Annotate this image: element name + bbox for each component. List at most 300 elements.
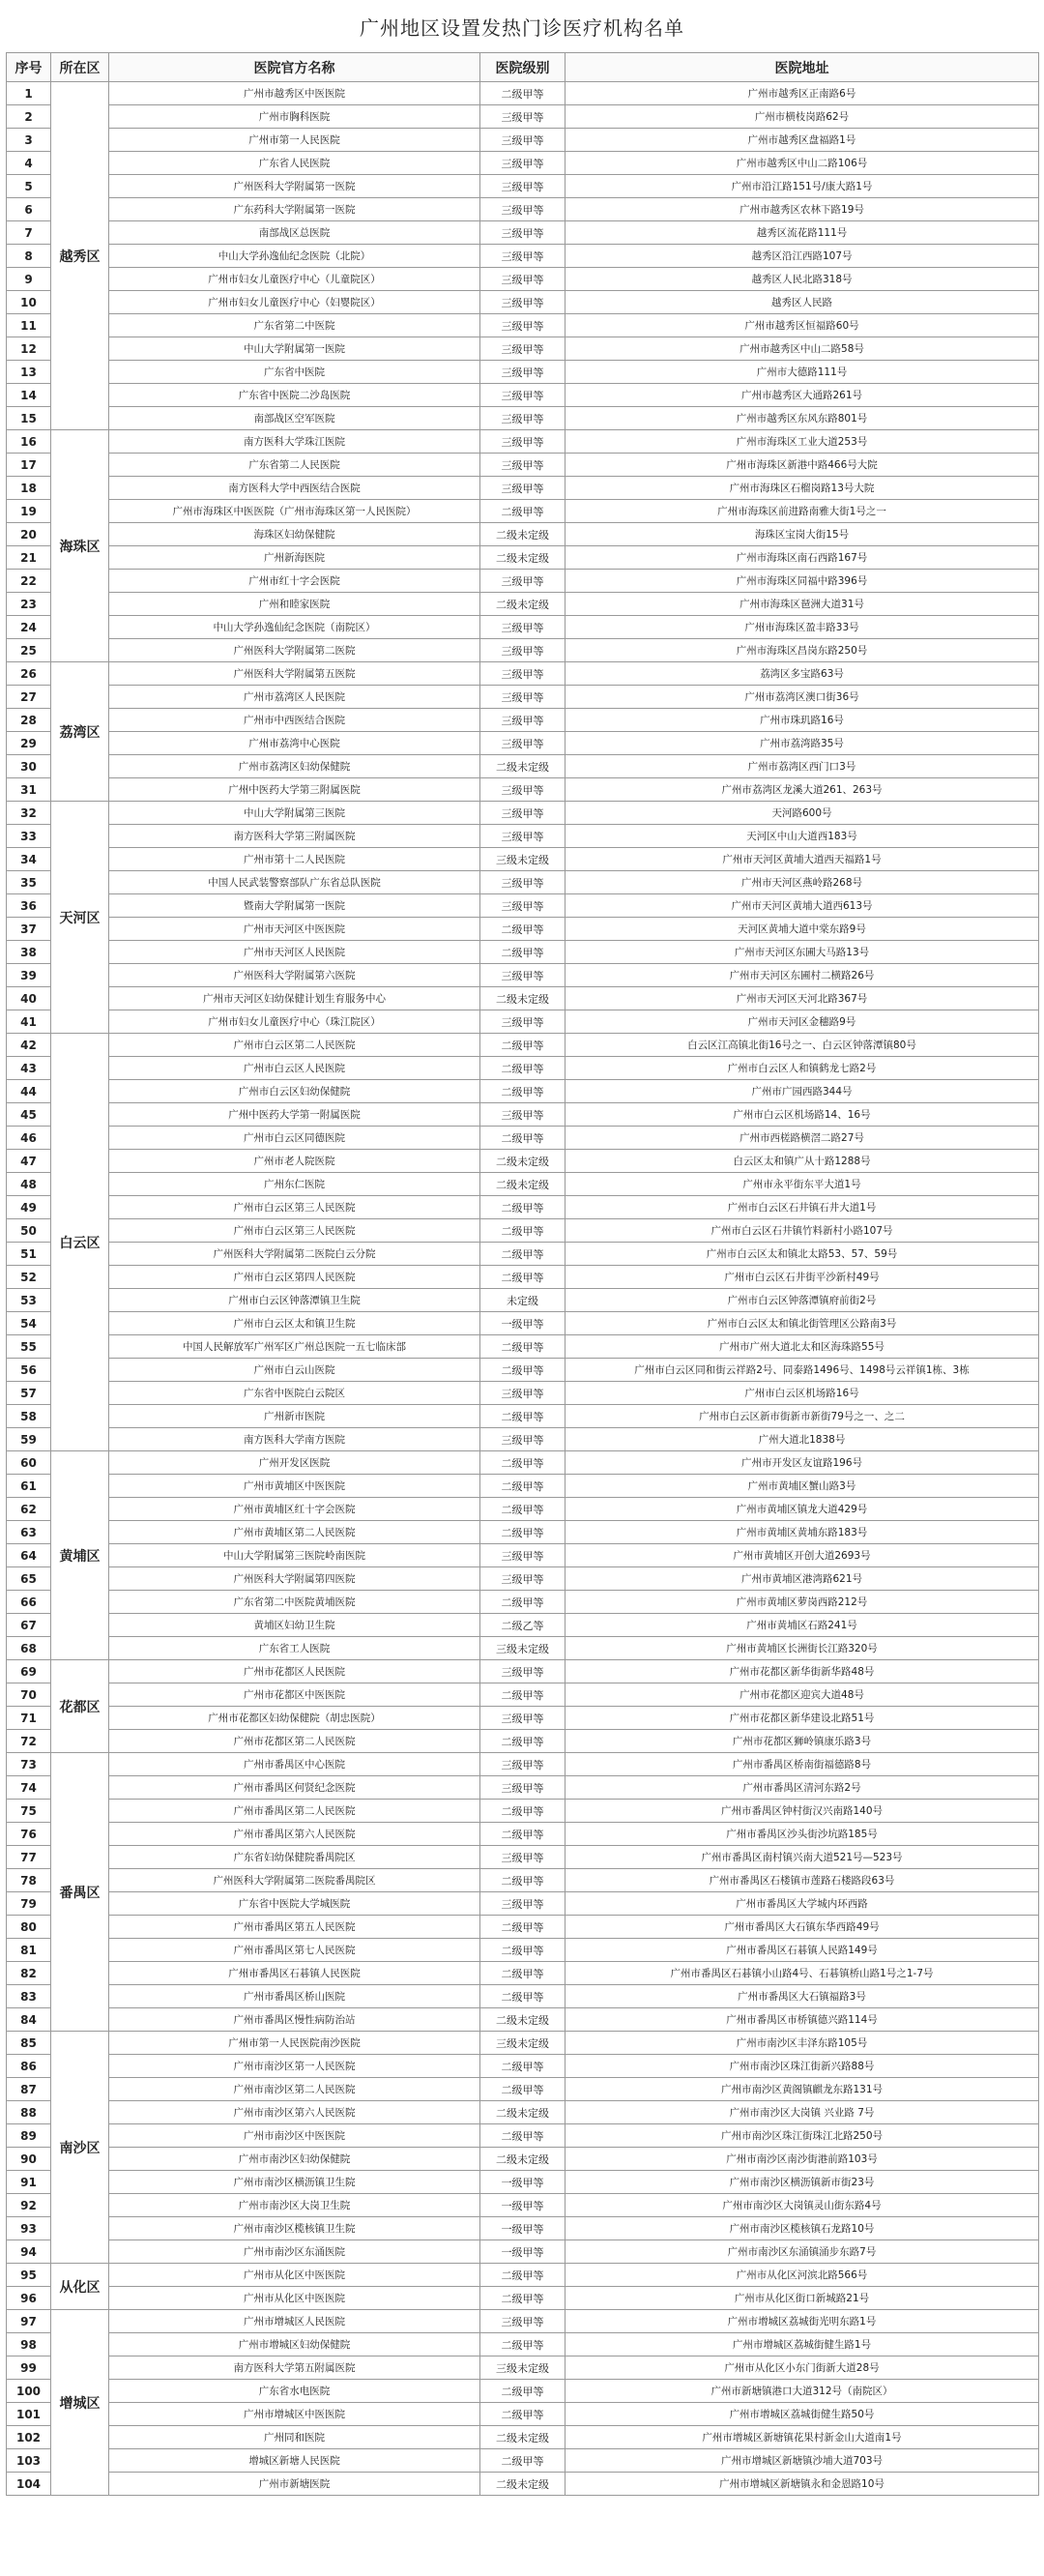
hospital-level: 三级甲等 (480, 1846, 566, 1869)
hospital-name: 广州医科大学附属第六医院 (109, 964, 480, 987)
hospital-name: 广州市花都区人民医院 (109, 1660, 480, 1683)
table-row (7, 1846, 1039, 1869)
table-row (7, 1962, 1039, 1985)
hospital-address: 广州市沿江路151号/康大路1号 (566, 175, 1039, 198)
table-row (7, 1127, 1039, 1150)
hospital-name: 广东省水电医院 (109, 2380, 480, 2403)
header-level: 医院级别 (480, 53, 566, 82)
row-index: 92 (7, 2194, 51, 2217)
hospital-level: 三级未定级 (480, 2356, 566, 2380)
hospital-name: 中山大学孙逸仙纪念医院（南院区） (109, 616, 480, 639)
hospital-address: 越秀区人民路 (566, 291, 1039, 314)
hospital-address: 广州市越秀区中山二路106号 (566, 152, 1039, 175)
hospital-address: 广州市白云区钟落潭镇府前街2号 (566, 1289, 1039, 1312)
hospital-level: 三级甲等 (480, 639, 566, 662)
row-index: 18 (7, 477, 51, 500)
hospital-level: 二级甲等 (480, 1266, 566, 1289)
hospital-address: 广州市越秀区中山二路58号 (566, 337, 1039, 361)
row-index: 96 (7, 2287, 51, 2310)
hospital-level: 三级甲等 (480, 778, 566, 802)
row-index: 8 (7, 245, 51, 268)
hospital-address: 广州市广州大道北太和区海珠路55号 (566, 1335, 1039, 1359)
hospital-name: 南方医科大学第三附属医院 (109, 825, 480, 848)
table-row (7, 198, 1039, 221)
hospital-name: 广州东仁医院 (109, 1173, 480, 1196)
header-index: 序号 (7, 53, 51, 82)
table-row (7, 2194, 1039, 2217)
table-row (7, 2356, 1039, 2380)
table-row (7, 1985, 1039, 2008)
row-index: 44 (7, 1080, 51, 1103)
hospital-level: 二级甲等 (480, 941, 566, 964)
hospital-address: 广州市天河区黄埔大道西天福路1号 (566, 848, 1039, 871)
hospital-name: 广州市番禺区第五人民医院 (109, 1916, 480, 1939)
hospital-level: 三级甲等 (480, 291, 566, 314)
hospital-name: 广州市南沙区榄核镇卫生院 (109, 2217, 480, 2240)
row-index: 28 (7, 709, 51, 732)
table-row (7, 1034, 1039, 1057)
hospital-level: 三级甲等 (480, 198, 566, 221)
table-row (7, 1892, 1039, 1916)
hospital-address: 广州市从化区小东门街新大道28号 (566, 2356, 1039, 2380)
hospital-name: 广州市番禺区桥山医院 (109, 1985, 480, 2008)
hospital-name: 广州市增城区中医医院 (109, 2403, 480, 2426)
hospital-name: 广州市胸科医院 (109, 105, 480, 129)
row-index: 65 (7, 1567, 51, 1591)
hospital-level: 三级甲等 (480, 221, 566, 245)
hospital-level: 三级甲等 (480, 570, 566, 593)
row-index: 40 (7, 987, 51, 1010)
table-row (7, 1683, 1039, 1707)
table-row (7, 2078, 1039, 2101)
hospital-address: 广州市白云区新市街新市新街79号之一、之二 (566, 1405, 1039, 1428)
hospital-level: 二级甲等 (480, 1869, 566, 1892)
hospital-address: 广州市越秀区大通路261号 (566, 384, 1039, 407)
table-row (7, 129, 1039, 152)
table-row (7, 2473, 1039, 2496)
hospital-level: 一级甲等 (480, 2171, 566, 2194)
hospital-level: 三级甲等 (480, 686, 566, 709)
hospital-address: 广州市永平街东平大道1号 (566, 1173, 1039, 1196)
table-row (7, 2449, 1039, 2473)
row-index: 83 (7, 1985, 51, 2008)
hospital-level: 三级甲等 (480, 477, 566, 500)
table-row (7, 2380, 1039, 2403)
hospital-level: 二级未定级 (480, 2101, 566, 2124)
table-row (7, 1916, 1039, 1939)
row-index: 4 (7, 152, 51, 175)
hospital-name: 广东省中医院二沙岛医院 (109, 384, 480, 407)
hospital-level: 三级甲等 (480, 1660, 566, 1683)
hospital-name: 南部战区总医院 (109, 221, 480, 245)
hospital-level: 三级甲等 (480, 1382, 566, 1405)
hospital-name: 广东药科大学附属第一医院 (109, 198, 480, 221)
hospital-address: 广州市开发区友谊路196号 (566, 1451, 1039, 1475)
row-index: 62 (7, 1498, 51, 1521)
row-index: 31 (7, 778, 51, 802)
hospital-name: 广州市番禺区中心医院 (109, 1753, 480, 1776)
row-index: 36 (7, 894, 51, 918)
row-index: 61 (7, 1475, 51, 1498)
hospital-address: 白云区太和镇广从十路1288号 (566, 1150, 1039, 1173)
hospital-address: 广州市黄埔区蟹山路3号 (566, 1475, 1039, 1498)
hospital-name: 增城区新塘人民医院 (109, 2449, 480, 2473)
hospital-name: 广州市南沙区第一人民医院 (109, 2055, 480, 2078)
table-row (7, 1266, 1039, 1289)
header-hospital-name: 医院官方名称 (109, 53, 480, 82)
hospital-level: 三级甲等 (480, 268, 566, 291)
hospital-address: 广州市西槎路横滘二路27号 (566, 1127, 1039, 1150)
hospital-address: 广州市荔湾区龙溪大道261、263号 (566, 778, 1039, 802)
hospital-level: 二级甲等 (480, 1939, 566, 1962)
row-index: 24 (7, 616, 51, 639)
row-index: 16 (7, 430, 51, 454)
hospital-name: 广州市白云山医院 (109, 1359, 480, 1382)
table-row (7, 384, 1039, 407)
hospital-level: 二级甲等 (480, 918, 566, 941)
hospital-address: 越秀区人民北路318号 (566, 268, 1039, 291)
hospital-level: 二级未定级 (480, 1173, 566, 1196)
row-index: 37 (7, 918, 51, 941)
row-index: 22 (7, 570, 51, 593)
hospital-address: 广州市南沙区大岗镇灵山街东路4号 (566, 2194, 1039, 2217)
hospital-level: 一级甲等 (480, 2194, 566, 2217)
table-row (7, 407, 1039, 430)
row-index: 103 (7, 2449, 51, 2473)
hospital-name: 广州市白云区同德医院 (109, 1127, 480, 1150)
hospital-address: 广州市黄埔区黄埔东路183号 (566, 1521, 1039, 1544)
hospital-level: 三级甲等 (480, 1010, 566, 1034)
table-row (7, 1335, 1039, 1359)
table-row (7, 2055, 1039, 2078)
table-row (7, 662, 1039, 686)
hospital-level: 三级甲等 (480, 709, 566, 732)
table-row (7, 1498, 1039, 1521)
hospital-address: 广州市南沙区横沥镇新市街23号 (566, 2171, 1039, 2194)
hospital-name: 中国人民武装警察部队广东省总队医院 (109, 871, 480, 894)
hospital-address: 广州市海珠区盈丰路33号 (566, 616, 1039, 639)
hospital-name: 广州市天河区中医医院 (109, 918, 480, 941)
hospital-level: 二级甲等 (480, 2449, 566, 2473)
hospital-name: 广州市中西医结合医院 (109, 709, 480, 732)
hospital-name: 南方医科大学南方医院 (109, 1428, 480, 1451)
row-index: 19 (7, 500, 51, 523)
hospital-level: 二级未定级 (480, 1150, 566, 1173)
hospital-name: 广州市荔湾中心医院 (109, 732, 480, 755)
hospital-address: 广州市黄埔区开创大道2693号 (566, 1544, 1039, 1567)
hospital-level: 三级甲等 (480, 871, 566, 894)
hospital-address: 天河路600号 (566, 802, 1039, 825)
hospital-name: 广州市妇女儿童医疗中心（儿童院区） (109, 268, 480, 291)
hospital-level: 三级甲等 (480, 964, 566, 987)
row-index: 76 (7, 1823, 51, 1846)
hospital-name: 中山大学附属第一医院 (109, 337, 480, 361)
hospital-name: 海珠区妇幼保健院 (109, 523, 480, 546)
hospital-name: 广州新海医院 (109, 546, 480, 570)
hospital-address: 广州市越秀区盘福路1号 (566, 129, 1039, 152)
table-row (7, 709, 1039, 732)
table-row (7, 82, 1039, 105)
hospital-name: 广州新市医院 (109, 1405, 480, 1428)
hospital-address: 广州市白云区机场路16号 (566, 1382, 1039, 1405)
hospital-address: 广州市番禺区沙头街沙坑路185号 (566, 1823, 1039, 1846)
hospital-table (6, 52, 1039, 2496)
hospital-name: 广州市妇女儿童医疗中心（珠江院区） (109, 1010, 480, 1034)
table-row (7, 2101, 1039, 2124)
row-index: 95 (7, 2264, 51, 2287)
hospital-address: 广州市荔湾区西门口3号 (566, 755, 1039, 778)
hospital-level: 三级甲等 (480, 129, 566, 152)
hospital-name: 广东省中医院白云院区 (109, 1382, 480, 1405)
table-row (7, 732, 1039, 755)
table-row (7, 1150, 1039, 1173)
table-row (7, 2333, 1039, 2356)
hospital-level: 三级甲等 (480, 732, 566, 755)
row-index: 86 (7, 2055, 51, 2078)
hospital-address: 广州市南沙区珠江街珠江北路250号 (566, 2124, 1039, 2148)
hospital-name: 广州市老人院医院 (109, 1150, 480, 1173)
hospital-name: 广州医科大学附属第二医院番禺院区 (109, 1869, 480, 1892)
hospital-level: 二级甲等 (480, 1683, 566, 1707)
hospital-name: 南方医科大学第五附属医院 (109, 2356, 480, 2380)
row-index: 56 (7, 1359, 51, 1382)
hospital-address: 越秀区沿江西路107号 (566, 245, 1039, 268)
hospital-address: 广州市新塘镇港口大道312号（南院区） (566, 2380, 1039, 2403)
hospital-address: 广州市花都区迎宾大道48号 (566, 1683, 1039, 1707)
hospital-level: 二级甲等 (480, 1591, 566, 1614)
hospital-name: 广州市南沙区妇幼保健院 (109, 2148, 480, 2171)
row-index: 43 (7, 1057, 51, 1080)
hospital-level: 三级甲等 (480, 2310, 566, 2333)
hospital-level: 二级未定级 (480, 2148, 566, 2171)
row-index: 13 (7, 361, 51, 384)
hospital-name: 中山大学孙逸仙纪念医院（北院） (109, 245, 480, 268)
hospital-level: 二级甲等 (480, 2124, 566, 2148)
row-index: 20 (7, 523, 51, 546)
table-header-row (7, 53, 1039, 82)
hospital-address: 广州市横枝岗路62号 (566, 105, 1039, 129)
hospital-name: 广州市越秀区中医医院 (109, 82, 480, 105)
row-index: 2 (7, 105, 51, 129)
hospital-name: 广州市黄埔区第二人民医院 (109, 1521, 480, 1544)
hospital-level: 三级甲等 (480, 662, 566, 686)
row-index: 35 (7, 871, 51, 894)
row-index: 45 (7, 1103, 51, 1127)
hospital-address: 广州市荔湾区澳口街36号 (566, 686, 1039, 709)
table-row (7, 314, 1039, 337)
row-index: 53 (7, 1289, 51, 1312)
table-row (7, 2264, 1039, 2287)
hospital-address: 海珠区宝岗大街15号 (566, 523, 1039, 546)
hospital-level: 二级未定级 (480, 593, 566, 616)
table-row (7, 1823, 1039, 1846)
row-index: 7 (7, 221, 51, 245)
hospital-address: 越秀区流花路111号 (566, 221, 1039, 245)
hospital-name: 广州市白云区第三人民医院 (109, 1219, 480, 1243)
hospital-level: 三级甲等 (480, 245, 566, 268)
hospital-address: 天河区中山大道西183号 (566, 825, 1039, 848)
hospital-name: 广州市白云区人民医院 (109, 1057, 480, 1080)
table-row (7, 361, 1039, 384)
hospital-level: 二级甲等 (480, 1405, 566, 1428)
table-row (7, 2240, 1039, 2264)
hospital-level: 三级甲等 (480, 152, 566, 175)
hospital-name: 广州市番禺区石碁镇人民医院 (109, 1962, 480, 1985)
hospital-level: 二级甲等 (480, 1521, 566, 1544)
table-row (7, 477, 1039, 500)
hospital-address: 广州市增城区荔城街健生路1号 (566, 2333, 1039, 2356)
hospital-address: 广州市花都区狮岭镇康乐路3号 (566, 1730, 1039, 1753)
row-index: 21 (7, 546, 51, 570)
row-index: 64 (7, 1544, 51, 1567)
hospital-address: 广州市天河区金穗路9号 (566, 1010, 1039, 1034)
hospital-address: 广州市增城区荔城街光明东路1号 (566, 2310, 1039, 2333)
hospital-address: 广州市增城区新塘镇永和金恩路10号 (566, 2473, 1039, 2496)
table-row (7, 1707, 1039, 1730)
hospital-name: 南方医科大学中西医结合医院 (109, 477, 480, 500)
hospital-name: 广州市天河区妇幼保健计划生育服务中心 (109, 987, 480, 1010)
hospital-name: 广州医科大学附属第二医院白云分院 (109, 1243, 480, 1266)
hospital-address: 广州市南沙区大岗镇 兴业路 7号 (566, 2101, 1039, 2124)
row-index: 99 (7, 2356, 51, 2380)
hospital-name: 广州市荔湾区人民医院 (109, 686, 480, 709)
hospital-address: 广州市海珠区新港中路466号大院 (566, 454, 1039, 477)
hospital-address: 广州市大德路111号 (566, 361, 1039, 384)
hospital-address: 广州市白云区同和街云祥路2号、同泰路1496号、1498号云祥镇1栋、3栋 (566, 1359, 1039, 1382)
hospital-name: 广州市白云区第三人民医院 (109, 1196, 480, 1219)
row-index: 50 (7, 1219, 51, 1243)
row-index: 73 (7, 1753, 51, 1776)
hospital-name: 广东省工人医院 (109, 1637, 480, 1660)
row-index: 89 (7, 2124, 51, 2148)
hospital-address: 广州市增城区新塘镇沙埔大道703号 (566, 2449, 1039, 2473)
table-row (7, 2403, 1039, 2426)
hospital-name: 广州市白云区第二人民医院 (109, 1034, 480, 1057)
row-index: 17 (7, 454, 51, 477)
table-row (7, 1869, 1039, 1892)
row-index: 85 (7, 2032, 51, 2055)
district-cell: 越秀区 (51, 82, 109, 430)
hospital-name: 广州市番禺区何贤纪念医院 (109, 1776, 480, 1800)
hospital-name: 广州市从化区中医医院 (109, 2264, 480, 2287)
document-title: 广州地区设置发热门诊医疗机构名单 (360, 16, 684, 40)
hospital-name: 广州市黄埔区中医医院 (109, 1475, 480, 1498)
row-index: 48 (7, 1173, 51, 1196)
hospital-name: 广东省第二人民医院 (109, 454, 480, 477)
row-index: 42 (7, 1034, 51, 1057)
row-index: 32 (7, 802, 51, 825)
hospital-level: 三级甲等 (480, 1753, 566, 1776)
hospital-level: 三级甲等 (480, 454, 566, 477)
table-row (7, 1544, 1039, 1567)
hospital-name: 南方医科大学珠江医院 (109, 430, 480, 454)
row-index: 78 (7, 1869, 51, 1892)
hospital-name: 广州开发区医院 (109, 1451, 480, 1475)
hospital-level: 三级甲等 (480, 384, 566, 407)
row-index: 52 (7, 1266, 51, 1289)
hospital-level: 三级甲等 (480, 361, 566, 384)
hospital-name: 广州市妇女儿童医疗中心（妇婴院区） (109, 291, 480, 314)
hospital-address: 广州市白云区太和镇北街管理区公路南3号 (566, 1312, 1039, 1335)
hospital-level: 二级未定级 (480, 523, 566, 546)
table-row (7, 175, 1039, 198)
hospital-level: 二级未定级 (480, 2008, 566, 2032)
hospital-level: 二级乙等 (480, 1614, 566, 1637)
hospital-address: 广州市白云区太和镇北太路53、57、59号 (566, 1243, 1039, 1266)
district-cell: 海珠区 (51, 430, 109, 662)
hospital-name: 广州市第一人民医院南沙医院 (109, 2032, 480, 2055)
hospital-address: 广州市越秀区恒福路60号 (566, 314, 1039, 337)
hospital-address: 广州市天河区东圃村二横路26号 (566, 964, 1039, 987)
table-row (7, 523, 1039, 546)
table-row (7, 500, 1039, 523)
hospital-name: 暨南大学附属第一医院 (109, 894, 480, 918)
hospital-address: 广州市南沙区榄核镇石龙路10号 (566, 2217, 1039, 2240)
table-row (7, 1730, 1039, 1753)
hospital-level: 二级甲等 (480, 1451, 566, 1475)
table-row (7, 1776, 1039, 1800)
row-index: 97 (7, 2310, 51, 2333)
hospital-name: 广州市白云区妇幼保健院 (109, 1080, 480, 1103)
table-row (7, 2148, 1039, 2171)
hospital-address: 广州市黄埔区镇龙大道429号 (566, 1498, 1039, 1521)
table-row (7, 1057, 1039, 1080)
hospital-level: 三级甲等 (480, 314, 566, 337)
hospital-level: 二级甲等 (480, 1080, 566, 1103)
row-index: 10 (7, 291, 51, 314)
hospital-address: 广州市黄埔区港湾路621号 (566, 1567, 1039, 1591)
row-index: 71 (7, 1707, 51, 1730)
hospital-name: 广州市番禺区第六人民医院 (109, 1823, 480, 1846)
hospital-level: 二级甲等 (480, 1800, 566, 1823)
table-row (7, 546, 1039, 570)
table-row (7, 105, 1039, 129)
hospital-name: 广州市第一人民医院 (109, 129, 480, 152)
row-index: 77 (7, 1846, 51, 1869)
hospital-name: 广东省第二中医院 (109, 314, 480, 337)
hospital-name: 广州市从化区中医医院 (109, 2287, 480, 2310)
hospital-address: 广州市南沙区南沙街港前路103号 (566, 2148, 1039, 2171)
table-row (7, 2426, 1039, 2449)
table-row (7, 1591, 1039, 1614)
row-index: 68 (7, 1637, 51, 1660)
table-row (7, 848, 1039, 871)
hospital-address: 荔湾区多宝路63号 (566, 662, 1039, 686)
hospital-name: 广州和睦家医院 (109, 593, 480, 616)
district-cell: 南沙区 (51, 2032, 109, 2264)
table-row (7, 1567, 1039, 1591)
row-index: 79 (7, 1892, 51, 1916)
table-row (7, 570, 1039, 593)
hospital-address: 广州市白云区石井镇石井大道1号 (566, 1196, 1039, 1219)
row-index: 84 (7, 2008, 51, 2032)
hospital-level: 二级未定级 (480, 755, 566, 778)
hospital-address: 广州市越秀区正南路6号 (566, 82, 1039, 105)
row-index: 88 (7, 2101, 51, 2124)
table-row (7, 1405, 1039, 1428)
row-index: 25 (7, 639, 51, 662)
district-cell: 天河区 (51, 802, 109, 1034)
hospital-address: 广州市天河区燕岭路268号 (566, 871, 1039, 894)
row-index: 72 (7, 1730, 51, 1753)
hospital-name: 广州市花都区中医医院 (109, 1683, 480, 1707)
hospital-address: 广州市白云区人和镇鹤龙七路2号 (566, 1057, 1039, 1080)
hospital-name: 广州市新塘医院 (109, 2473, 480, 2496)
table-row (7, 2032, 1039, 2055)
hospital-name: 南部战区空军医院 (109, 407, 480, 430)
table-row (7, 1173, 1039, 1196)
table-row (7, 778, 1039, 802)
